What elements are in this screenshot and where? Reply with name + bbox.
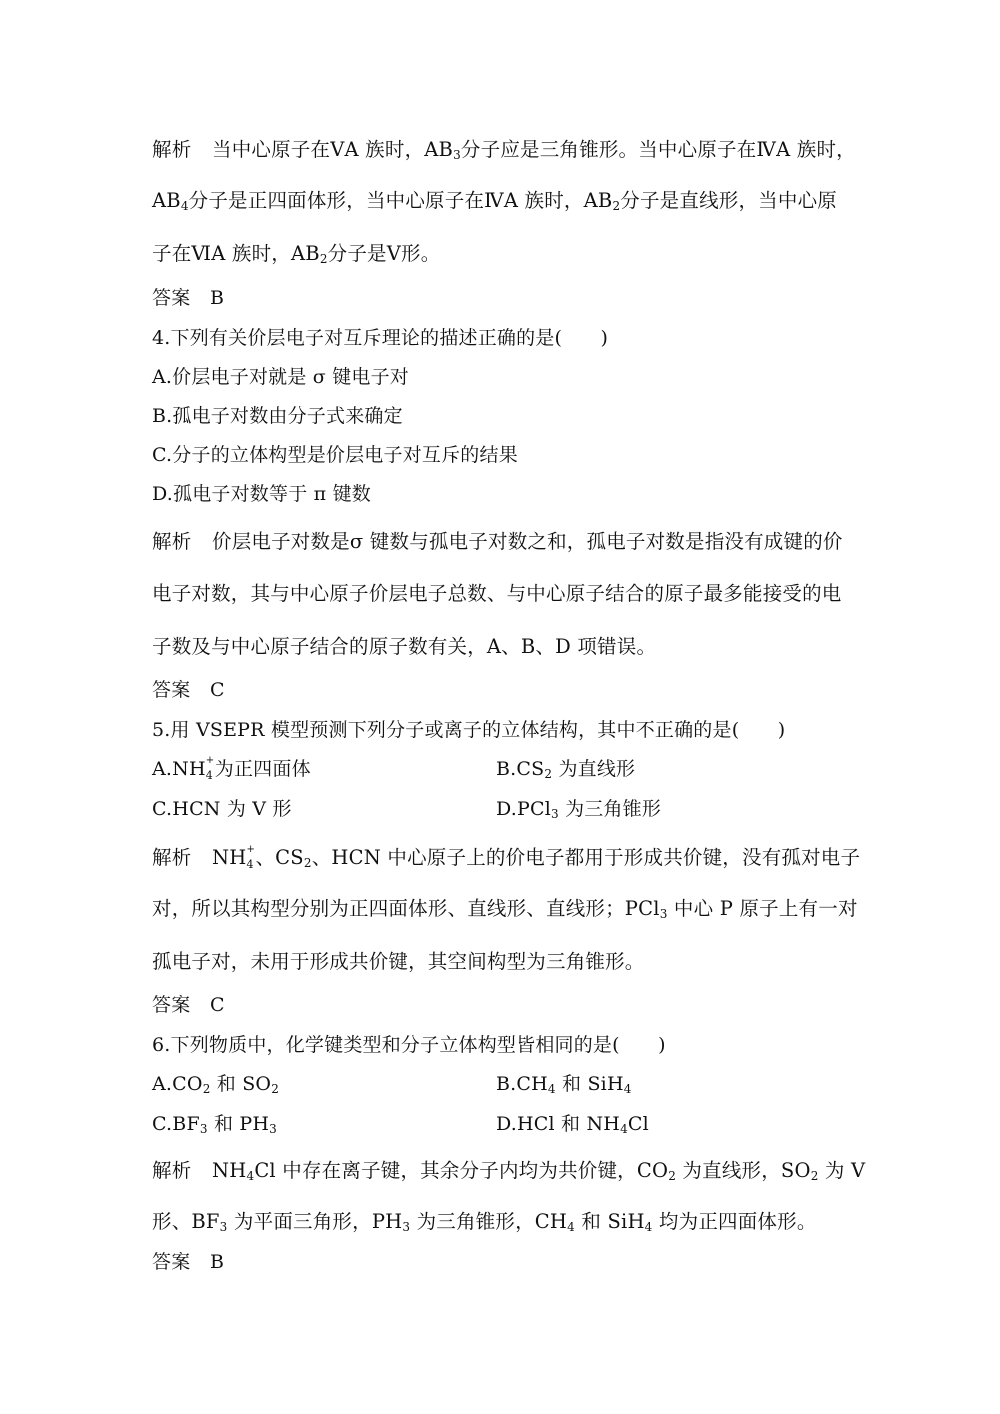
q6-stem: 6.下列物质中，化学键类型和分子立体构型皆相同的是( ) (152, 1034, 666, 1056)
q5-analysis-line-2: 对，所以其构型分别为正四面体形、直线形、直线形；PCl$_3$ 中心 P 原子上有一对 (152, 897, 858, 921)
q5-answer (152, 992, 225, 1018)
analysis-label: 解析 (152, 846, 192, 869)
q4-option-b: B.孤电子对数由分子式来确定 (152, 405, 403, 427)
q4-answer (152, 677, 225, 703)
q6-analysis-line-2: 形、$BF_3$ 为平面三角形，$PH_3$ 为三角锥形，$CH_4$ 和 SiH$_4$ 均为正四面体形。 (152, 1210, 817, 1234)
q5-analysis-line-1: 解析 NH + 4 、$CS_2$、HCN 中心原子上的价电子都用于形成共价键，没有孤对电子 (152, 844, 861, 871)
analysis-label: 解析 (152, 138, 192, 161)
q4-option-a: A.价层电子对就是 σ 键电子对 (152, 366, 410, 388)
q4-analysis-line-3: 子数及与中心原子结合的原子数有关，A、B、D 项错误。 (152, 635, 657, 658)
answer-label: 答案 (152, 679, 191, 701)
q3-analysis-line-3: 子在ⅥA 族时，$AB_2$分子是Ⅴ形。 (152, 242, 441, 266)
q3-analysis-line-1: 解析 当中心原子在ⅤA 族时，$AB_3$分子应是三角锥形。当中心原子在ⅣA 族时， (152, 138, 856, 162)
q4-stem: 4.下列有关价层电子对互斥理论的描述正确的是( ) (152, 327, 609, 349)
q5-options-row-1 (152, 756, 852, 782)
q6-options-row-1 (152, 1071, 852, 1097)
q4-option-d: D.孤电子对数等于 π 键数 (152, 483, 371, 505)
q5-stem: 5.用 VSEPR 模型预测下列分子或离子的立体结构，其中不正确的是( ) (152, 719, 786, 741)
q5-option-b: $B.CS_2$ 为直线形 (496, 758, 636, 781)
q4-analysis-line-2: 电子对数，其与中心原子价层电子总数、与中心原子结合的原子最多能接受的电 (152, 582, 842, 605)
q6-option-c: $C.BF_3$ 和 $PH_3$ (152, 1113, 277, 1136)
q5-option-c: C.HCN 为 V 形 (152, 798, 292, 820)
q5-analysis-line-3: 孤电子对，未用于形成共价键，其空间构型为三角锥形。 (152, 950, 645, 973)
q3-answer (152, 285, 224, 311)
q4-analysis-line-1: 解析 价层电子对数是σ 键数与孤电子对数之和，孤电子对数是指没有成键的价 (152, 530, 843, 553)
answer-label: 答案 (152, 994, 191, 1016)
q6-options-row-2 (152, 1111, 852, 1137)
analysis-label: 解析 (152, 530, 192, 553)
q6-option-b: $B.CH_4$ 和 SiH$_4$ (496, 1073, 632, 1096)
answer-label: 答案 (152, 287, 191, 309)
answer-value: C (210, 994, 225, 1016)
q6-answer (152, 1249, 224, 1275)
q6-option-d: D.HCl 和 $NH_4Cl$ (496, 1113, 649, 1136)
q6-analysis-line-1: 解析 $NH_4Cl$ 中存在离子键，其余分子内均为共价键，$CO_2$ 为直线形，$SO_2$ 为 V (152, 1159, 866, 1183)
q5-options-row-2 (152, 796, 852, 822)
q4-option-c: C.分子的立体构型是价层电子对互斥的结果 (152, 444, 518, 466)
analysis-label: 解析 (152, 1159, 192, 1182)
q5-option-d: D.PCl$_3$ 为三角锥形 (496, 798, 662, 821)
answer-label: 答案 (152, 1251, 191, 1273)
q5-option-a: A.NH + 4 为正四面体 (152, 755, 311, 782)
answer-value: B (210, 287, 225, 309)
answer-value: C (210, 679, 225, 701)
q6-option-a: $A.CO_2$ 和 $SO_2$ (152, 1073, 280, 1096)
q3-analysis-line-2: $AB_4$分子是正四面体形，当中心原子在ⅣA 族时，$AB_2$分子是直线形，当中心原 (152, 189, 837, 213)
answer-value: B (210, 1251, 225, 1273)
